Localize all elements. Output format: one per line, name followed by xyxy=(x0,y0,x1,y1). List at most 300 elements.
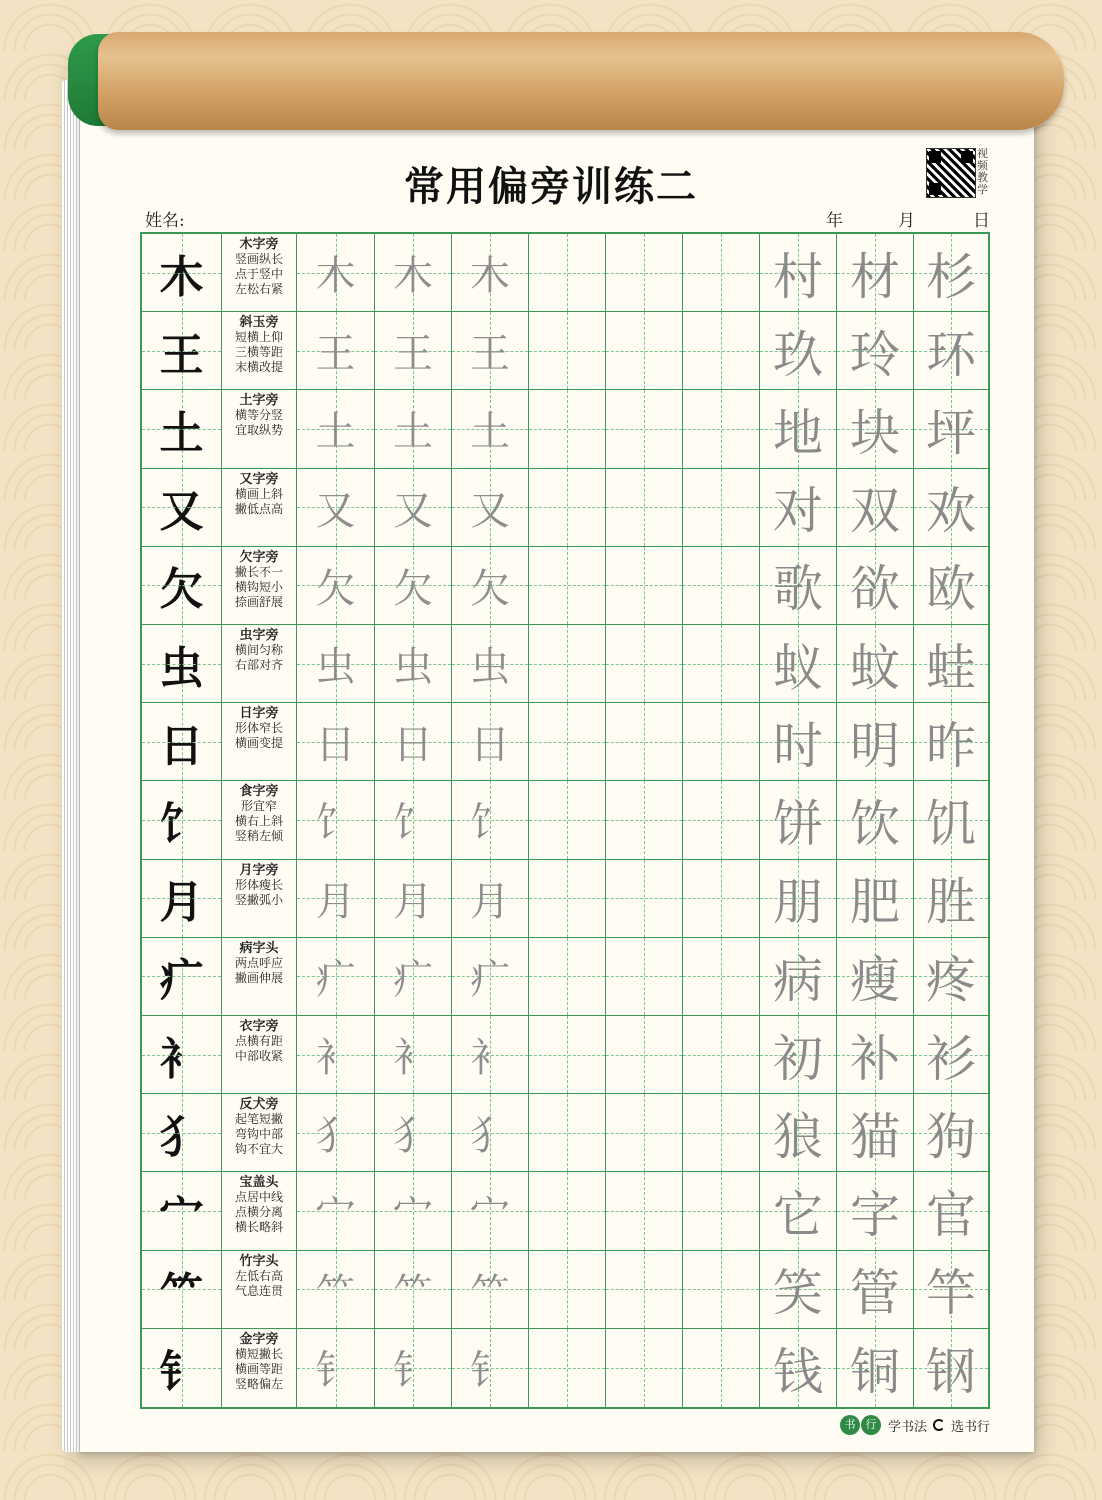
trace-cell[interactable] xyxy=(452,1251,529,1328)
example-cell[interactable] xyxy=(837,234,914,311)
example-cell[interactable] xyxy=(760,1016,837,1093)
trace-glyph: 土 xyxy=(393,409,433,456)
blank-practice-cell[interactable] xyxy=(529,938,606,1015)
example-cell[interactable] xyxy=(837,703,914,780)
trace-glyph: 饣 xyxy=(470,800,510,847)
trace-glyph: 疒 xyxy=(470,956,510,1003)
blank-practice-cell[interactable] xyxy=(683,390,760,467)
radical-name: 病字头 xyxy=(239,940,279,956)
blank-practice-cell[interactable] xyxy=(683,469,760,546)
blank-practice-cell[interactable] xyxy=(683,625,760,702)
trace-glyph: 又 xyxy=(470,487,510,534)
trace-cell[interactable] xyxy=(297,547,375,624)
example-character: 昨 xyxy=(926,716,976,775)
writing-tip: 末横改提 xyxy=(234,360,283,375)
writing-tip: 点居中线 xyxy=(234,1190,283,1205)
practice-row xyxy=(142,312,988,390)
blank-practice-cell[interactable] xyxy=(606,234,683,311)
radical-cell xyxy=(142,469,222,546)
example-character: 欧 xyxy=(926,560,976,619)
writing-tip: 左低右高 xyxy=(234,1268,283,1283)
writing-tip: 左松右紧 xyxy=(234,282,283,296)
example-cell[interactable] xyxy=(760,1251,837,1328)
example-character: 衫 xyxy=(926,1029,976,1088)
radical-model: 木 xyxy=(159,251,204,303)
description-cell xyxy=(222,703,297,780)
blank-practice-cell[interactable] xyxy=(529,1094,606,1171)
radical-cell xyxy=(142,1016,222,1093)
example-cell[interactable] xyxy=(760,469,837,546)
radical-name: 金字旁 xyxy=(239,1331,279,1347)
trace-cell[interactable] xyxy=(297,1172,375,1249)
example-character: 狼 xyxy=(773,1107,823,1166)
example-cell[interactable] xyxy=(760,860,837,937)
trace-cell[interactable] xyxy=(452,547,529,624)
example-character: 字 xyxy=(850,1185,900,1244)
writing-tip: 捺画舒展 xyxy=(234,594,283,609)
blank-practice-cell[interactable] xyxy=(683,1172,760,1249)
example-cell[interactable] xyxy=(760,312,837,389)
trace-cell[interactable] xyxy=(297,1016,375,1093)
trace-glyph: 犭 xyxy=(315,1113,356,1160)
example-character: 猫 xyxy=(850,1107,900,1166)
trace-glyph: 欠 xyxy=(470,565,510,612)
writing-tip: 横钩短小 xyxy=(234,579,283,594)
radical-cell xyxy=(142,1094,222,1171)
writing-tip: 中部收紧 xyxy=(234,1049,283,1063)
description-cell xyxy=(222,625,297,702)
page-stack-edge xyxy=(62,80,82,1452)
blank-practice-cell[interactable] xyxy=(606,390,683,467)
example-cell[interactable] xyxy=(837,860,914,937)
blank-practice-cell[interactable] xyxy=(529,781,606,858)
example-cell[interactable] xyxy=(760,703,837,780)
writing-tip: 横画上斜 xyxy=(234,486,283,501)
trace-glyph: 土 xyxy=(315,409,356,456)
trace-cell[interactable] xyxy=(375,1094,452,1171)
example-character: 初 xyxy=(773,1029,823,1088)
example-cell[interactable] xyxy=(914,625,988,702)
example-cell[interactable] xyxy=(837,1094,914,1171)
trace-cell[interactable] xyxy=(452,390,529,467)
radical-model: 犭 xyxy=(159,1111,204,1163)
trace-cell[interactable] xyxy=(297,1329,375,1407)
example-cell[interactable] xyxy=(760,625,837,702)
trace-glyph: 宀 xyxy=(470,1191,510,1238)
example-cell[interactable] xyxy=(914,312,988,389)
example-cell[interactable] xyxy=(837,1251,914,1328)
radical-name: 虫字旁 xyxy=(239,628,279,643)
trace-cell[interactable] xyxy=(452,703,529,780)
radical-cell xyxy=(142,860,222,937)
radical-model: 月 xyxy=(159,877,204,929)
radical-name: 食字旁 xyxy=(239,784,279,800)
radical-cell xyxy=(142,1172,222,1249)
example-character: 铜 xyxy=(850,1342,900,1401)
blank-practice-cell[interactable] xyxy=(683,703,760,780)
trace-cell[interactable] xyxy=(297,312,375,389)
blank-practice-cell[interactable] xyxy=(606,938,683,1015)
example-character: 官 xyxy=(926,1185,976,1244)
example-cell[interactable] xyxy=(760,1329,837,1407)
writing-tip: 气息连贯 xyxy=(234,1283,283,1298)
trace-glyph: 王 xyxy=(470,331,510,378)
description-cell xyxy=(222,1172,297,1249)
trace-cell[interactable] xyxy=(297,860,375,937)
example-cell[interactable] xyxy=(914,469,988,546)
trace-cell[interactable] xyxy=(375,860,452,937)
description-cell xyxy=(222,1329,297,1407)
writing-tip: 横等分竖 xyxy=(234,408,283,423)
blank-practice-cell[interactable] xyxy=(529,625,606,702)
radical-model: ⺮ xyxy=(159,1268,204,1320)
trace-glyph: 月 xyxy=(470,878,510,925)
description-cell xyxy=(222,781,297,858)
example-character: 块 xyxy=(850,403,900,462)
practice-row xyxy=(142,1094,988,1172)
blank-practice-cell[interactable] xyxy=(683,234,760,311)
example-cell[interactable] xyxy=(837,312,914,389)
example-cell[interactable] xyxy=(837,938,914,1015)
blank-practice-cell[interactable] xyxy=(529,1251,606,1328)
blank-practice-cell[interactable] xyxy=(529,547,606,624)
blank-practice-cell[interactable] xyxy=(529,1329,606,1407)
trace-cell[interactable] xyxy=(297,781,375,858)
blank-practice-cell[interactable] xyxy=(683,781,760,858)
blank-practice-cell[interactable] xyxy=(683,1094,760,1171)
trace-glyph: 月 xyxy=(315,878,356,925)
example-cell[interactable] xyxy=(914,547,988,624)
blank-practice-cell[interactable] xyxy=(529,1016,606,1093)
trace-cell[interactable] xyxy=(452,781,529,858)
writing-tip: 两点呼应 xyxy=(234,955,283,970)
radical-model: 疒 xyxy=(159,955,204,1007)
blank-practice-cell[interactable] xyxy=(529,469,606,546)
trace-glyph: ⺮ xyxy=(470,1269,510,1316)
writing-tip: 宜取纵势 xyxy=(234,423,283,438)
description-cell xyxy=(222,312,297,389)
trace-glyph: 欠 xyxy=(315,565,356,612)
trace-glyph: 虫 xyxy=(470,644,510,691)
example-cell[interactable] xyxy=(837,781,914,858)
radical-name: 又字旁 xyxy=(239,471,279,487)
example-cell[interactable] xyxy=(837,390,914,467)
writing-tip: 横画变提 xyxy=(234,736,283,751)
example-cell[interactable] xyxy=(837,1329,914,1407)
trace-cell[interactable] xyxy=(297,703,375,780)
radical-cell xyxy=(142,938,222,1015)
trace-cell[interactable] xyxy=(375,234,452,311)
blank-practice-cell[interactable] xyxy=(683,938,760,1015)
example-cell[interactable] xyxy=(837,625,914,702)
trace-glyph: 欠 xyxy=(393,565,433,612)
trace-glyph: ⺮ xyxy=(315,1269,356,1316)
writing-tip: 三横等距 xyxy=(234,345,283,360)
example-cell[interactable] xyxy=(914,234,988,311)
trace-glyph: 虫 xyxy=(393,644,433,691)
description-cell xyxy=(222,234,297,311)
example-character: 疼 xyxy=(926,951,976,1010)
example-character: 补 xyxy=(850,1029,900,1088)
writing-tip: 右部对齐 xyxy=(234,658,283,672)
logo-char: 书 xyxy=(840,1415,860,1435)
radical-cell xyxy=(142,625,222,702)
example-character: 狗 xyxy=(926,1107,976,1166)
example-cell[interactable] xyxy=(760,938,837,1015)
trace-cell[interactable] xyxy=(375,547,452,624)
practice-row xyxy=(142,1172,988,1250)
trace-cell[interactable] xyxy=(375,312,452,389)
date-month-label: 月 xyxy=(898,211,915,231)
footer xyxy=(840,1413,990,1437)
trace-cell[interactable] xyxy=(452,1094,529,1171)
trace-glyph: 疒 xyxy=(315,956,356,1003)
blank-practice-cell[interactable] xyxy=(529,1172,606,1249)
writing-tip: 竖略偏左 xyxy=(234,1376,283,1391)
trace-glyph: 宀 xyxy=(315,1191,356,1238)
radical-cell xyxy=(142,234,222,311)
blank-practice-cell[interactable] xyxy=(606,860,683,937)
blank-practice-cell[interactable] xyxy=(606,1329,683,1407)
example-cell[interactable] xyxy=(914,781,988,858)
trace-glyph: 木 xyxy=(470,253,510,300)
example-character: 欢 xyxy=(926,482,976,541)
practice-row xyxy=(142,469,988,547)
brand-text: 选书行 xyxy=(951,1419,991,1435)
radical-model: 又 xyxy=(159,486,204,538)
trace-cell[interactable] xyxy=(375,1251,452,1328)
radical-model: 虫 xyxy=(159,642,204,694)
blank-practice-cell[interactable] xyxy=(683,1251,760,1328)
writing-tip: 横画等距 xyxy=(234,1361,283,1376)
example-character: 笑 xyxy=(773,1264,823,1323)
trace-cell[interactable] xyxy=(452,860,529,937)
trace-cell[interactable] xyxy=(452,469,529,546)
blank-practice-cell[interactable] xyxy=(683,860,760,937)
trace-cell[interactable] xyxy=(375,469,452,546)
trace-glyph: 日 xyxy=(470,722,510,769)
practice-row xyxy=(142,938,988,1016)
trace-cell[interactable] xyxy=(297,938,375,1015)
blank-practice-cell[interactable] xyxy=(606,547,683,624)
blank-practice-cell[interactable] xyxy=(606,703,683,780)
writing-tip: 形宜窄 xyxy=(240,799,277,814)
example-cell[interactable] xyxy=(914,1172,988,1249)
trace-glyph: 饣 xyxy=(393,800,433,847)
blank-practice-cell[interactable] xyxy=(606,781,683,858)
example-cell[interactable] xyxy=(914,390,988,467)
trace-glyph: 月 xyxy=(393,878,433,925)
example-character: 饮 xyxy=(850,794,900,853)
radical-name: 木字旁 xyxy=(239,237,279,252)
example-cell[interactable] xyxy=(914,703,988,780)
blank-practice-cell[interactable] xyxy=(529,860,606,937)
practice-row xyxy=(142,1016,988,1094)
example-character: 歌 xyxy=(773,560,823,619)
trace-cell[interactable] xyxy=(375,625,452,702)
practice-row xyxy=(142,1251,988,1329)
writing-tip: 竖撇弧小 xyxy=(234,892,283,907)
writing-tip: 横右上斜 xyxy=(234,814,283,829)
logo-char: 行 xyxy=(861,1415,881,1435)
trace-cell[interactable] xyxy=(452,1172,529,1249)
radical-cell xyxy=(142,390,222,467)
trace-cell[interactable] xyxy=(375,390,452,467)
example-cell[interactable] xyxy=(914,1094,988,1171)
trace-glyph: 宀 xyxy=(393,1191,433,1238)
trace-glyph: 日 xyxy=(393,722,433,769)
example-cell[interactable] xyxy=(914,1329,988,1407)
blank-practice-cell[interactable] xyxy=(529,234,606,311)
writing-tip: 钩不宜大 xyxy=(234,1142,283,1157)
practice-row xyxy=(142,860,988,938)
writing-tip: 横短撇长 xyxy=(234,1346,283,1361)
blank-practice-cell[interactable] xyxy=(683,1016,760,1093)
trace-cell[interactable] xyxy=(452,625,529,702)
qr-code-icon[interactable] xyxy=(926,148,976,198)
practice-row xyxy=(142,390,988,468)
example-character: 地 xyxy=(773,403,823,462)
example-character: 玲 xyxy=(850,325,900,384)
description-cell xyxy=(222,1016,297,1093)
example-character: 肥 xyxy=(850,873,900,932)
writing-tip: 横间匀称 xyxy=(234,643,283,657)
radical-name: 欠字旁 xyxy=(239,549,279,565)
radical-cell xyxy=(142,547,222,624)
description-cell xyxy=(222,860,297,937)
blank-practice-cell[interactable] xyxy=(606,469,683,546)
writing-tip: 弯钩中部 xyxy=(234,1127,283,1142)
example-cell[interactable] xyxy=(837,469,914,546)
trace-cell[interactable] xyxy=(452,938,529,1015)
example-character: 钱 xyxy=(773,1342,823,1401)
trace-cell[interactable] xyxy=(375,1329,452,1407)
example-character: 杉 xyxy=(926,247,976,306)
writing-tip: 横长略斜 xyxy=(234,1220,283,1235)
trace-cell[interactable] xyxy=(375,1172,452,1249)
radical-model: 王 xyxy=(159,329,204,381)
trace-glyph: 日 xyxy=(315,722,356,769)
radical-name: 衣字旁 xyxy=(239,1019,279,1034)
blank-practice-cell[interactable] xyxy=(683,547,760,624)
example-cell[interactable] xyxy=(760,781,837,858)
example-cell[interactable] xyxy=(914,1251,988,1328)
blank-practice-cell[interactable] xyxy=(606,1172,683,1249)
trace-cell[interactable] xyxy=(452,234,529,311)
example-cell[interactable] xyxy=(914,938,988,1015)
example-cell[interactable] xyxy=(760,390,837,467)
trace-cell[interactable] xyxy=(297,625,375,702)
description-cell xyxy=(222,1094,297,1171)
example-character: 饼 xyxy=(773,794,823,853)
example-character: 欲 xyxy=(850,560,900,619)
radical-cell xyxy=(142,312,222,389)
trace-cell[interactable] xyxy=(297,469,375,546)
writing-tip: 形体窄长 xyxy=(234,721,283,736)
writing-tip: 撇低点高 xyxy=(234,501,283,516)
blank-practice-cell[interactable] xyxy=(606,1016,683,1093)
blank-practice-cell[interactable] xyxy=(606,625,683,702)
example-cell[interactable] xyxy=(837,547,914,624)
radical-model: 欠 xyxy=(159,564,204,616)
example-character: 环 xyxy=(926,325,976,384)
radical-name: 土字旁 xyxy=(239,393,279,409)
trace-cell[interactable] xyxy=(297,390,375,467)
example-character: 材 xyxy=(850,247,900,306)
writing-tip: 起笔短撇 xyxy=(234,1112,283,1127)
radical-cell xyxy=(142,703,222,780)
page-title: 常用偏旁训练二 xyxy=(404,163,698,210)
trace-cell[interactable] xyxy=(452,1016,529,1093)
example-cell[interactable] xyxy=(760,234,837,311)
example-character: 竿 xyxy=(926,1264,976,1323)
trace-glyph: 土 xyxy=(470,409,510,456)
example-cell[interactable] xyxy=(760,1172,837,1249)
description-cell xyxy=(222,469,297,546)
trace-cell[interactable] xyxy=(375,938,452,1015)
writing-tip: 点横有距 xyxy=(234,1034,283,1048)
blank-practice-cell[interactable] xyxy=(529,312,606,389)
practice-row xyxy=(142,547,988,625)
example-character: 明 xyxy=(850,716,900,775)
blank-practice-cell[interactable] xyxy=(683,1329,760,1407)
refresh-icon xyxy=(933,1419,945,1431)
date-year-label: 年 xyxy=(826,211,843,231)
example-character: 蚊 xyxy=(850,638,900,697)
trace-glyph: 衤 xyxy=(315,1035,356,1082)
trace-glyph: 木 xyxy=(393,253,433,300)
example-cell[interactable] xyxy=(837,1172,914,1249)
radical-cell xyxy=(142,1329,222,1407)
practice-row xyxy=(142,625,988,703)
blank-practice-cell[interactable] xyxy=(606,312,683,389)
example-character: 管 xyxy=(850,1264,900,1323)
trace-cell[interactable] xyxy=(297,1094,375,1171)
example-cell[interactable] xyxy=(914,860,988,937)
blank-practice-cell[interactable] xyxy=(683,312,760,389)
blank-practice-cell[interactable] xyxy=(529,390,606,467)
radical-name: 宝盖头 xyxy=(239,1175,279,1191)
writing-tip: 撇画伸展 xyxy=(234,970,283,985)
brand-logo xyxy=(840,1415,882,1435)
trace-glyph: 钅 xyxy=(315,1348,356,1395)
example-cell[interactable] xyxy=(760,1094,837,1171)
blank-practice-cell[interactable] xyxy=(606,1251,683,1328)
example-cell[interactable] xyxy=(914,1016,988,1093)
example-character: 瘦 xyxy=(850,951,900,1010)
trace-cell[interactable] xyxy=(375,781,452,858)
trace-cell[interactable] xyxy=(297,234,375,311)
radical-model: 衤 xyxy=(159,1033,204,1085)
blank-practice-cell[interactable] xyxy=(529,703,606,780)
radical-name: 斜玉旁 xyxy=(239,315,279,331)
date-day-label: 日 xyxy=(973,211,990,231)
example-cell[interactable] xyxy=(760,547,837,624)
example-character: 胜 xyxy=(926,873,976,932)
trace-cell[interactable] xyxy=(452,1329,529,1407)
trace-cell[interactable] xyxy=(375,1016,452,1093)
trace-cell[interactable] xyxy=(452,312,529,389)
writing-tip: 短横上仰 xyxy=(234,330,283,345)
blank-practice-cell[interactable] xyxy=(606,1094,683,1171)
example-character: 对 xyxy=(773,482,823,541)
trace-glyph: 饣 xyxy=(315,800,356,847)
trace-glyph: 犭 xyxy=(470,1113,510,1160)
practice-row xyxy=(142,234,988,312)
trace-cell[interactable] xyxy=(375,703,452,780)
trace-cell[interactable] xyxy=(297,1251,375,1328)
example-cell[interactable] xyxy=(837,1016,914,1093)
